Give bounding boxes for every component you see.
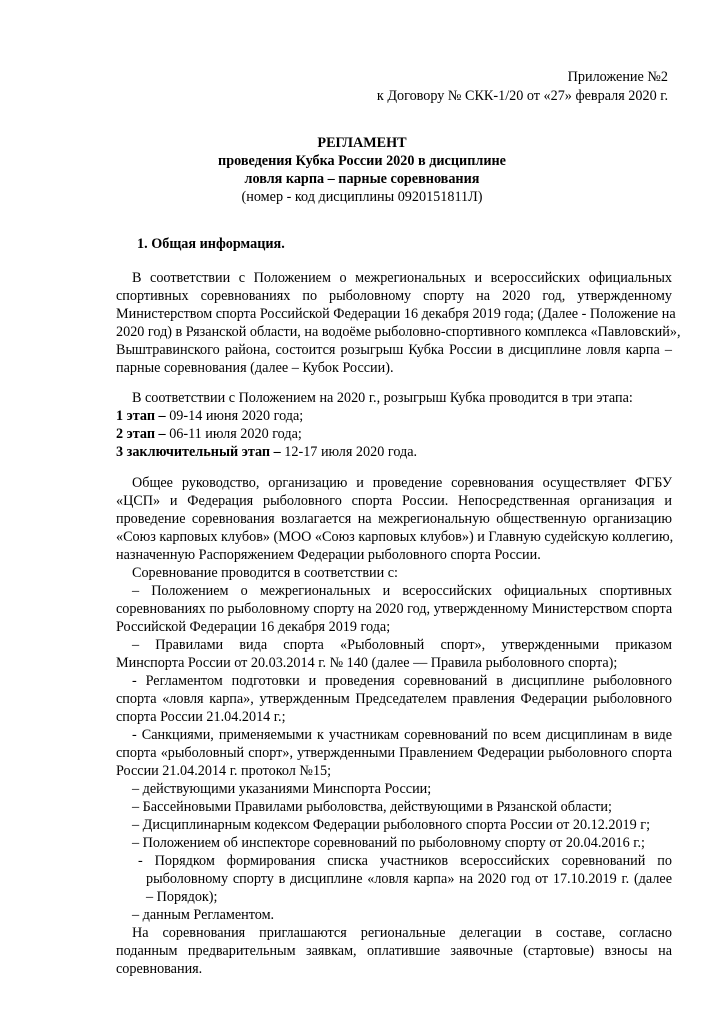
stages-intro: В соответствии с Положением на 2020 г., розыгрыш Кубка проводится в три этапа: — [132, 390, 633, 406]
stage-3-dates: 12-17 июля 2020 года. — [280, 444, 418, 460]
list-item-line: России 21.04.2014 г. протокол №15; — [116, 763, 332, 779]
paragraph-3-line: соревнования. — [116, 961, 203, 977]
paragraph-1-line: 2020 год) в Рязанской области, на водоёме рыболовно-спортивного комплекса «Павловский», — [116, 324, 681, 340]
list-item-line: – Положением о межрегиональных и всероссийских официальных спортивных — [132, 583, 672, 599]
list-item-line: – Правилами вида спорта «Рыболовный спорт», утвержденными приказом — [132, 637, 672, 653]
list-item-line: - Регламентом подготовки и проведения соревнований в дисциплине рыболовного — [132, 673, 672, 689]
list-item-line: спорта России 21.04.2014 г.; — [116, 709, 286, 725]
paragraph-3-line: На соревнования приглашаются региональные делегации в составе, согласно — [132, 925, 672, 941]
stage-3-label: 3 заключительный этап – — [116, 444, 281, 460]
document-subtitle-line2: ловля карпа – парные соревнования — [244, 171, 480, 187]
paragraph-1-line: парные соревнования (далее – Кубок России). — [116, 360, 394, 376]
list-item-line: Минспорта России от 20.03.2014 г. № 140 (далее — Правила рыболовного спорта); — [116, 655, 618, 671]
paragraph-2-line: «ЦСП» и Федерация рыболовного спорта России. Непосредственная организация и — [116, 493, 672, 509]
paragraph-2-line: назначенную Распоряжением Федерации рыболовного спорта России. — [116, 547, 541, 563]
list-item-line: – Положением об инспекторе соревнований по рыболовному спорту от 20.04.2016 г.; — [132, 835, 645, 851]
according-intro: Соревнование проводится в соответствии с: — [132, 565, 398, 581]
list-item-line: – Дисциплинарным кодексом Федерации рыболовного спорта России от 20.12.2019 г; — [132, 817, 651, 833]
list-item-line: – данным Регламентом. — [132, 907, 275, 923]
list-item-line: - Порядком формирования списка участников всероссийских соревнований по — [138, 853, 672, 869]
list-item-line: - Санкциями, применяемыми к участникам соревнований по всем дисциплинам в виде — [132, 727, 672, 743]
appendix-number: Приложение №2 — [567, 69, 668, 85]
list-item-line: спорта «рыболовный спорт», утвержденными Правлением Федерации рыболовного спорта — [116, 745, 672, 761]
list-item-line: рыболовному спорту в дисциплине «ловля карпа» на 2020 год от 17.10.2019 г. (далее — [146, 871, 672, 887]
contract-reference: к Договору № СКК-1/20 от «27» февраля 2020 г. — [376, 88, 668, 104]
discipline-code: (номер - код дисциплины 0920151811Л) — [241, 189, 483, 205]
list-item-line: – Бассейновыми Правилами рыболовства, действующими в Рязанской области; — [132, 799, 612, 815]
document-subtitle-line1: проведения Кубка России 2020 в дисциплине — [218, 153, 506, 169]
paragraph-1-line: Выштравинского района, состоится розыгрыш Кубка России в дисциплине ловля карпа – — [116, 342, 672, 358]
paragraph-2-line: Общее руководство, организацию и проведение соревнования осуществляет ФГБУ — [132, 475, 672, 491]
stage-2 — [116, 426, 302, 443]
stage-1-label: 1 этап – — [116, 408, 166, 424]
paragraph-3-line: поданным предварительным заявкам, оплатившие заявочные (стартовые) взносы на — [116, 943, 672, 959]
section-heading: 1. Общая информация. — [137, 236, 285, 252]
list-item-line: – Порядок); — [146, 889, 218, 905]
stage-2-dates: 06-11 июля 2020 года; — [165, 426, 302, 442]
list-item-line: соревнованиях по рыболовному спорту на 2020 год, утвержденному Министерством спорта — [116, 601, 673, 617]
paragraph-2-line: проведение соревнования возлагается на межрегиональную общественную организацию — [116, 511, 672, 527]
stage-1-dates: 09-14 июня 2020 года; — [165, 408, 304, 424]
paragraph-1-line: спортивных соревнованиях по рыболовному спорту на 2020 год, утвержденному — [116, 288, 672, 304]
list-item-line: Российской Федерации 16 декабря 2019 года; — [116, 619, 391, 635]
document-title: РЕГЛАМЕНТ — [317, 135, 407, 151]
paragraph-1-line: Министерством спорта Российской Федерации 16 декабря 2019 года; (Далее - Положение на — [116, 306, 676, 322]
paragraph-2-line: «Союз карповых клубов» (МОО «Союз карповых клубов») и Главную судейскую коллегию, — [116, 529, 674, 545]
stage-3 — [116, 444, 417, 461]
stage-1 — [116, 408, 303, 425]
paragraph-1-line: В соответствии с Положением о межрегиональных и всероссийских официальных — [132, 270, 672, 286]
list-item-line: спорта «ловля карпа», утвержденным Председателем правления Федерации рыболовного — [116, 691, 672, 707]
stage-2-label: 2 этап – — [116, 426, 166, 442]
list-item-line: – действующими указаниями Минспорта России; — [132, 781, 432, 797]
